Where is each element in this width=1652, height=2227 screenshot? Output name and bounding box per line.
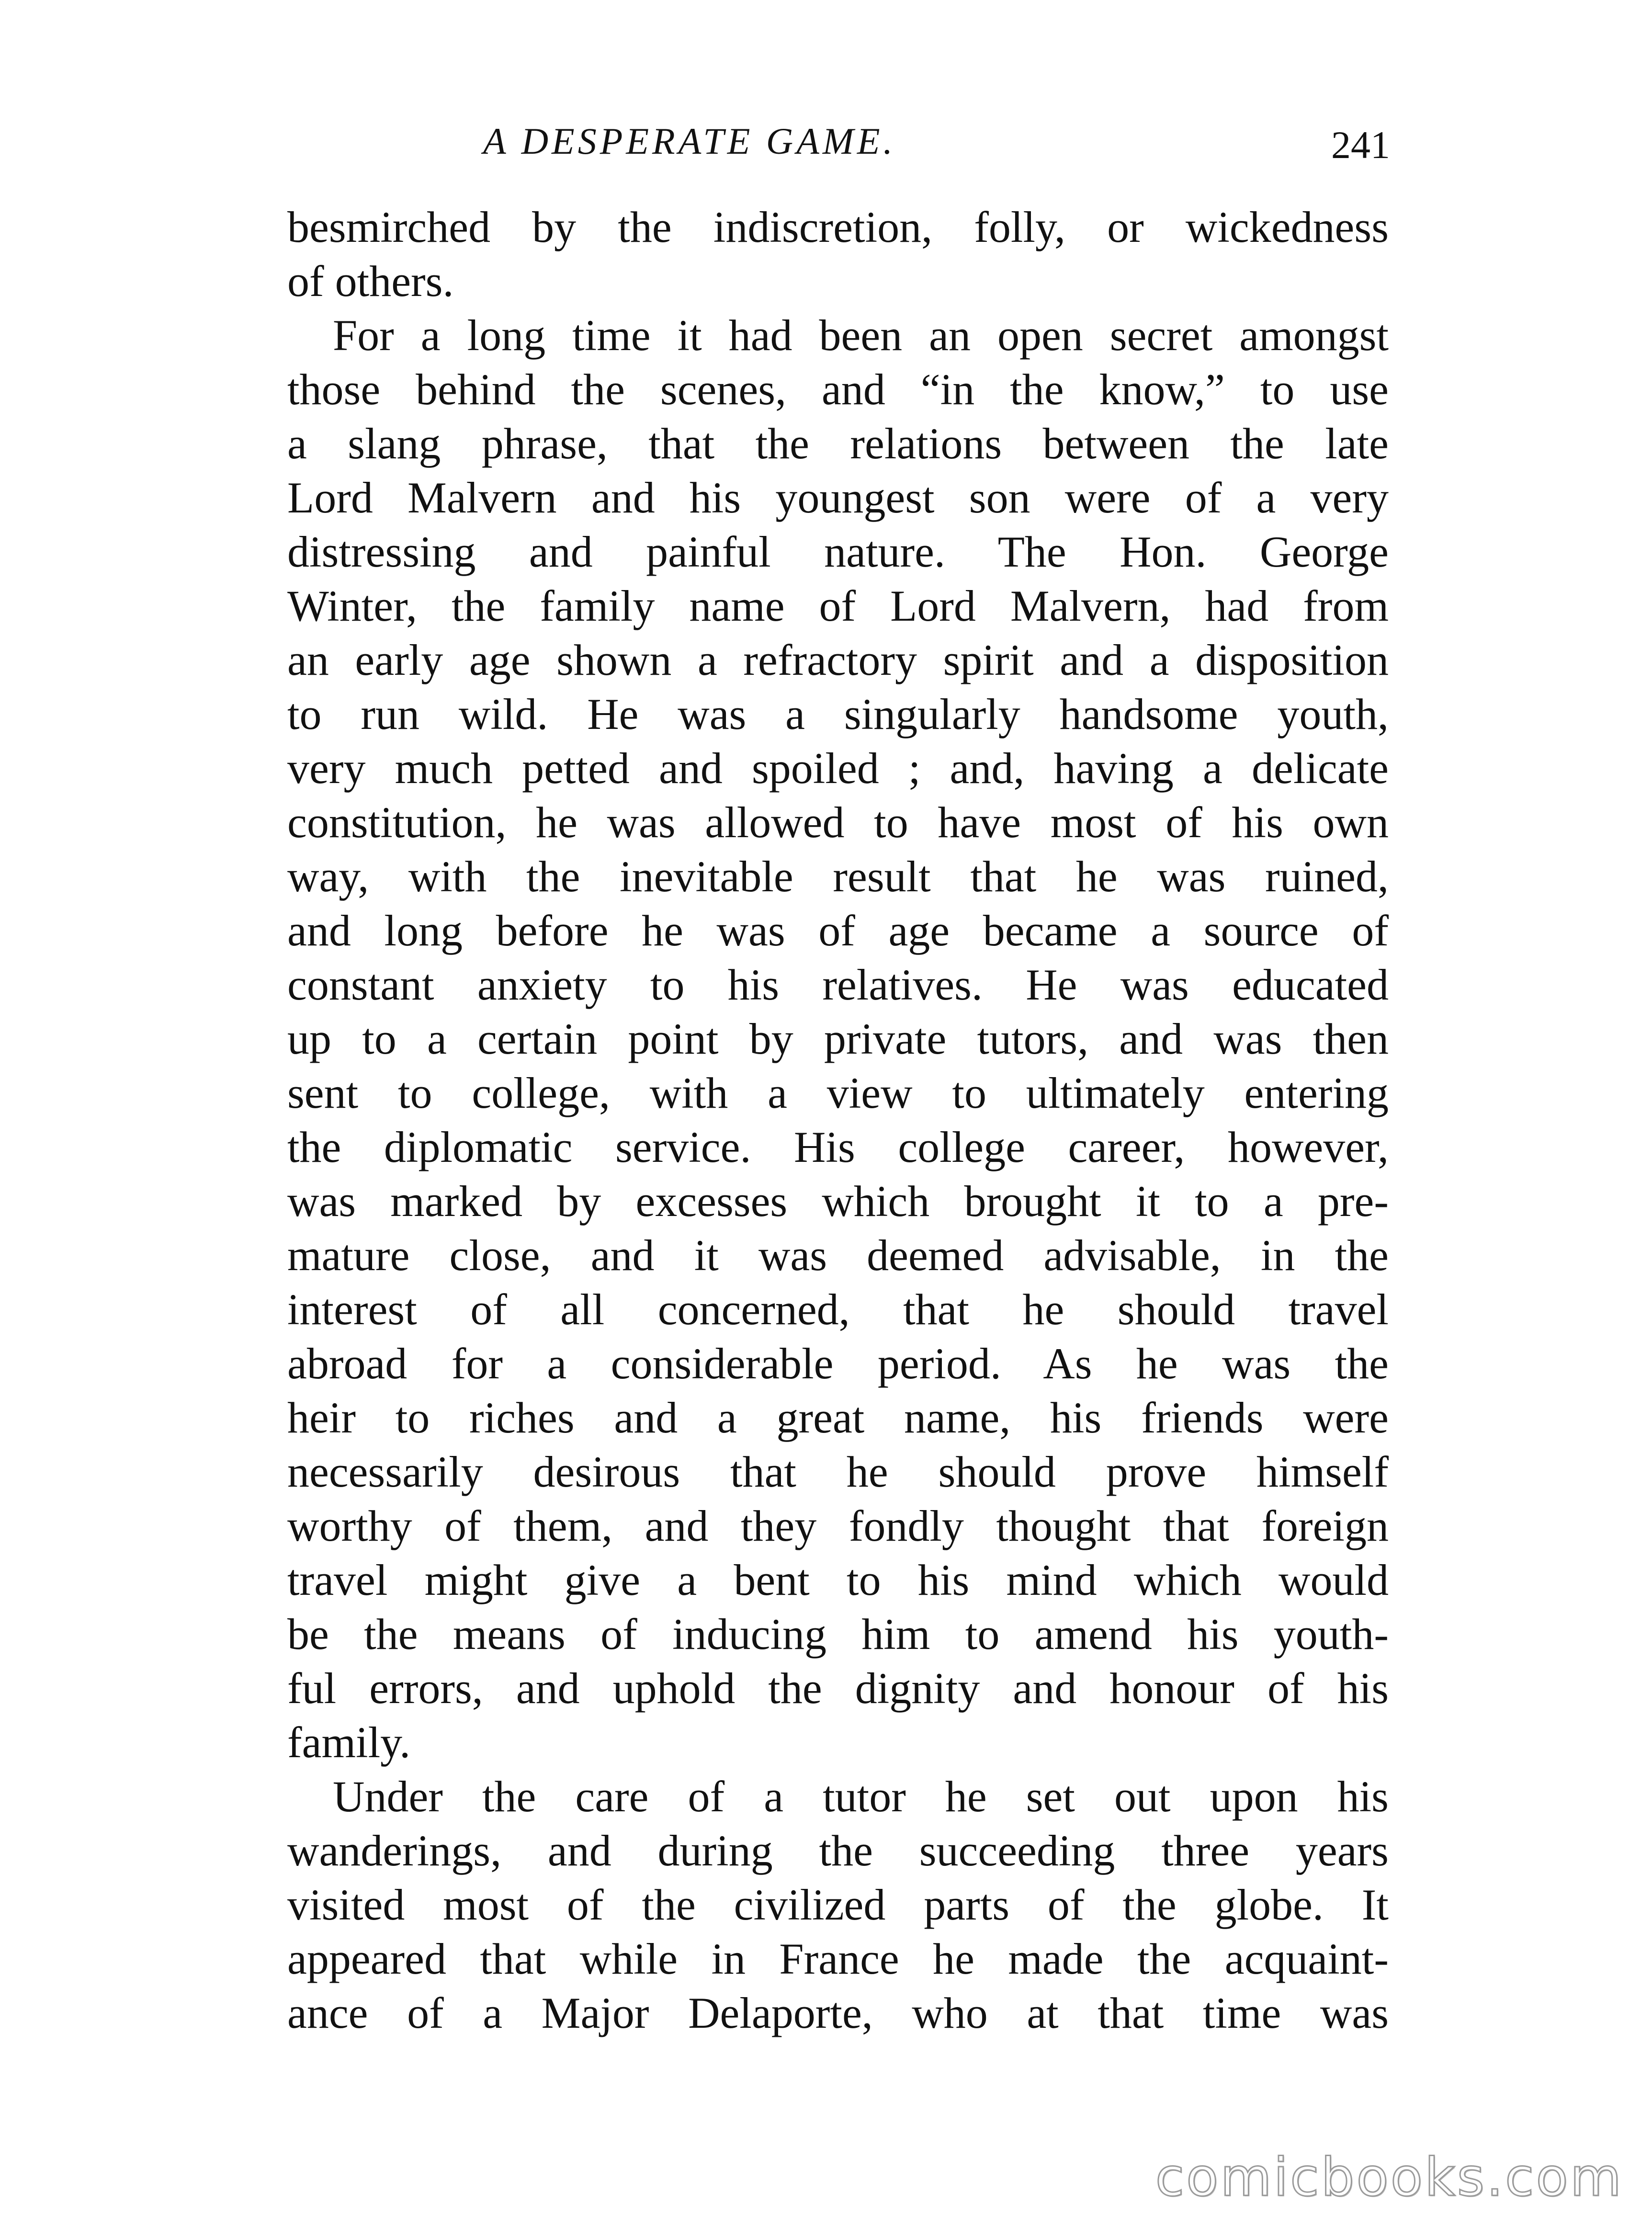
text-line: For a long time it had been an open secret amongst: [333, 311, 1389, 360]
text-line: the diplomatic service. His college career, however,: [287, 1123, 1389, 1171]
text-line: be the means of inducing him to amend his youth-: [287, 1610, 1389, 1659]
text-line: a slang phrase, that the relations between the late: [287, 419, 1389, 468]
text-line: wanderings, and during the succeeding three years: [287, 1826, 1389, 1875]
text-line: up to a certain point by private tutors, and was then: [287, 1014, 1389, 1063]
page-number: 241: [1331, 123, 1390, 167]
text-line: constant anxiety to his relatives. He was educated: [287, 960, 1389, 1009]
text-line: distressing and painful nature. The Hon. George: [287, 527, 1389, 576]
text-line: heir to riches and a great name, his friends were: [287, 1393, 1389, 1442]
text-line: ance of a Major Delaporte, who at that time was: [287, 1988, 1389, 2037]
running-head: [0, 113, 1652, 170]
running-title: A DESPERATE GAME.: [483, 120, 896, 162]
text-line: mature close, and it was deemed advisable, in the: [287, 1231, 1389, 1280]
text-line: way, with the inevitable result that he was ruined,: [287, 852, 1389, 901]
text-line: necessarily desirous that he should prove himself: [287, 1447, 1389, 1496]
site-watermark: comicbooks.com: [1155, 2147, 1623, 2208]
text-line: travel might give a bent to his mind which would: [287, 1556, 1389, 1604]
text-line: of others.: [287, 257, 454, 306]
text-line: to run wild. He was a singularly handsome youth,: [287, 690, 1389, 739]
text-line: visited most of the civilized parts of the globe. It: [287, 1880, 1389, 1929]
text-line: abroad for a considerable period. As he was the: [287, 1339, 1389, 1388]
text-line: was marked by excesses which brought it to a pre-: [287, 1177, 1389, 1226]
text-line: ful errors, and uphold the dignity and honour of his: [287, 1664, 1389, 1713]
text-line: Lord Malvern and his youngest son were of a very: [287, 473, 1389, 522]
text-line: constitution, he was allowed to have most of his own: [287, 798, 1389, 847]
text-line: and long before he was of age became a source of: [287, 906, 1389, 955]
text-line: Winter, the family name of Lord Malvern, had from: [287, 581, 1389, 630]
text-line: an early age shown a refractory spirit and a disposition: [287, 636, 1389, 684]
text-line: appeared that while in France he made the acquaint-: [287, 1934, 1389, 1983]
text-line: interest of all concerned, that he should travel: [287, 1285, 1389, 1334]
body-text: [287, 200, 1389, 2040]
text-line: those behind the scenes, and “in the know,” to use: [287, 365, 1389, 414]
text-line: family.: [287, 1718, 411, 1767]
text-line: worthy of them, and they fondly thought that foreign: [287, 1501, 1389, 1550]
text-line: very much petted and spoiled ; and, having a delicate: [287, 744, 1389, 793]
text-line: Under the care of a tutor he set out upon his: [333, 1772, 1389, 1821]
text-line: sent to college, with a view to ultimately entering: [287, 1068, 1389, 1117]
text-line: besmirched by the indiscretion, folly, or wickedness: [287, 203, 1389, 251]
